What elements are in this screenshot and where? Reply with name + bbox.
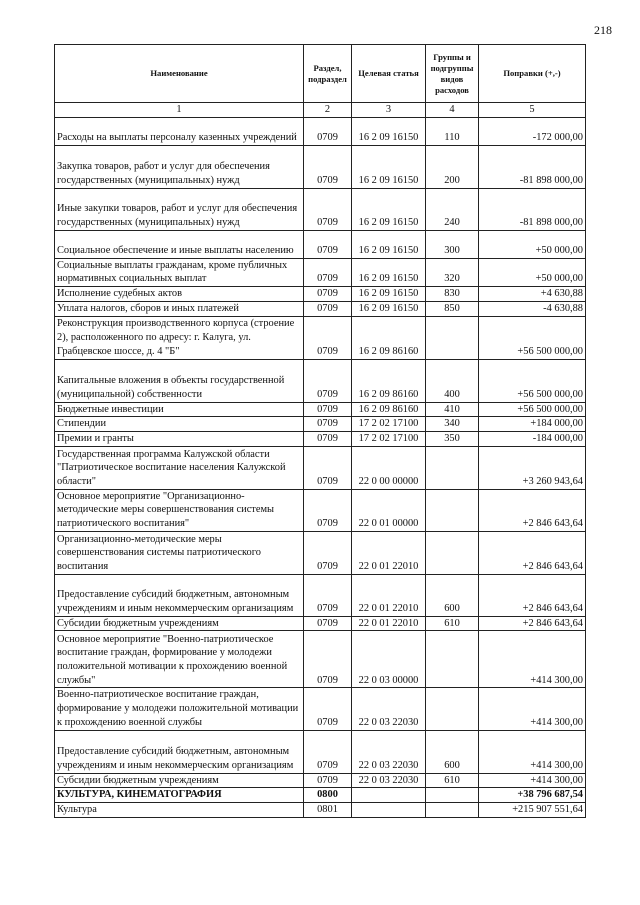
row-name-cell: Предоставление субсидий бюджетным, автономным учреждениям и иным некоммерческим организациям [55,730,304,773]
row-group-cell [426,531,479,574]
row-amount-cell: -172 000,00 [479,117,586,145]
row-section-cell: 0709 [304,616,352,631]
row-group-cell [426,446,479,489]
row-name-cell: Социальные выплаты гражданам, кроме публичных нормативных социальных выплат [55,258,304,286]
row-group-cell: 600 [426,574,479,616]
column-number: 4 [426,103,479,118]
row-target-cell: 22 0 00 00000 [352,446,426,489]
row-group-cell: 850 [426,301,479,316]
row-target-cell [352,802,426,817]
row-amount-cell: -4 630,88 [479,301,586,316]
row-amount-cell: +38 796 687,54 [479,788,586,803]
row-section-cell: 0709 [304,773,352,788]
row-target-cell: 16 2 09 86160 [352,359,426,402]
row-amount-cell: -184 000,00 [479,431,586,446]
table-row [55,230,586,258]
column-number: 1 [55,103,304,118]
row-target-cell: 22 0 03 22030 [352,773,426,788]
row-section-cell: 0709 [304,574,352,616]
row-target-cell: 16 2 09 16150 [352,230,426,258]
row-name-cell: Социальное обеспечение и иные выплаты населению [55,230,304,258]
row-amount-cell: +3 260 943,64 [479,446,586,489]
row-section-cell: 0800 [304,788,352,803]
row-section-cell: 0801 [304,802,352,817]
table-row [55,417,586,432]
row-name-cell: Основное мероприятие "Организационно-методические меры совершенствования системы патриотического воспитания" [55,489,304,531]
table-row [55,489,586,531]
column-number: 2 [304,103,352,118]
column-number: 3 [352,103,426,118]
row-amount-cell: +50 000,00 [479,258,586,286]
row-group-cell: 200 [426,145,479,188]
row-name-cell: Основное мероприятие "Военно-патриотическое воспитание граждан, формирование у молодежи положительной мотивации к прохождению военной службы" [55,631,304,688]
row-section-cell: 0709 [304,117,352,145]
row-name-cell: Стипендии [55,417,304,432]
row-name-cell: Исполнение судебных актов [55,287,304,302]
row-section-cell: 0709 [304,631,352,688]
row-name-cell: Субсидии бюджетным учреждениям [55,616,304,631]
row-group-cell: 350 [426,431,479,446]
row-amount-cell: +414 300,00 [479,730,586,773]
table-row [55,117,586,145]
row-section-cell: 0709 [304,431,352,446]
row-section-cell: 0709 [304,417,352,432]
row-section-cell: 0709 [304,359,352,402]
row-group-cell: 300 [426,230,479,258]
row-amount-cell: +414 300,00 [479,631,586,688]
table-row [55,531,586,574]
row-amount-cell: +56 500 000,00 [479,359,586,402]
table-row [55,616,586,631]
header-target: Целевая статья [352,45,426,103]
row-name-cell: Военно-патриотическое воспитание граждан, формирование у молодежи положительной мотивации к прохождению военной службы [55,688,304,730]
row-group-cell: 400 [426,359,479,402]
row-group-cell [426,688,479,730]
row-target-cell: 22 0 01 00000 [352,489,426,531]
table-header-row [55,45,586,103]
row-section-cell: 0709 [304,258,352,286]
table-row [55,773,586,788]
row-name-cell: Бюджетные инвестиции [55,402,304,417]
row-target-cell: 16 2 09 16150 [352,188,426,230]
row-group-cell: 830 [426,287,479,302]
header-amendments: Поправки (+,-) [479,45,586,103]
header-name: Наименование [55,45,304,103]
row-amount-cell: +2 846 643,64 [479,574,586,616]
row-name-cell: Уплата налогов, сборов и иных платежей [55,301,304,316]
table-row [55,301,586,316]
header-groups: Группы и подгруппы видов расходов [426,45,479,103]
row-amount-cell: +2 846 643,64 [479,531,586,574]
row-amount-cell: +215 907 551,64 [479,802,586,817]
row-target-cell [352,788,426,803]
row-group-cell: 610 [426,616,479,631]
row-amount-cell: +56 500 000,00 [479,316,586,359]
table-row [55,316,586,359]
row-section-cell: 0709 [304,230,352,258]
table-row [55,402,586,417]
row-amount-cell: +414 300,00 [479,773,586,788]
row-target-cell: 16 2 09 16150 [352,258,426,286]
row-amount-cell: +2 846 643,64 [479,489,586,531]
row-amount-cell: +184 000,00 [479,417,586,432]
row-name-cell: Закупка товаров, работ и услуг для обеспечения государственных (муниципальных) нужд [55,145,304,188]
table-row [55,359,586,402]
row-target-cell: 16 2 09 16150 [352,301,426,316]
row-amount-cell: +50 000,00 [479,230,586,258]
row-amount-cell: +414 300,00 [479,688,586,730]
row-group-cell: 320 [426,258,479,286]
row-name-cell: Субсидии бюджетным учреждениям [55,773,304,788]
table-row [55,688,586,730]
row-group-cell [426,316,479,359]
header-section: Раздел, подраздел [304,45,352,103]
row-section-cell: 0709 [304,301,352,316]
table-row [55,631,586,688]
row-group-cell [426,802,479,817]
row-amount-cell: +2 846 643,64 [479,616,586,631]
row-target-cell: 16 2 09 16150 [352,145,426,188]
row-amount-cell: -81 898 000,00 [479,145,586,188]
row-target-cell: 16 2 09 16150 [352,117,426,145]
row-group-cell [426,631,479,688]
row-amount-cell: -81 898 000,00 [479,188,586,230]
page-number: 218 [594,23,612,37]
row-group-cell: 110 [426,117,479,145]
table-row [55,730,586,773]
budget-amendments-table [54,44,586,818]
row-target-cell: 22 0 03 22030 [352,688,426,730]
row-section-cell: 0709 [304,489,352,531]
row-target-cell: 16 2 09 86160 [352,316,426,359]
row-name-cell: Капитальные вложения в объекты государственной (муниципальной) собственности [55,359,304,402]
row-name-cell: Культура [55,802,304,817]
row-group-cell: 340 [426,417,479,432]
row-group-cell: 240 [426,188,479,230]
row-group-cell [426,788,479,803]
row-section-cell: 0709 [304,446,352,489]
column-number-row [55,103,586,118]
row-target-cell: 22 0 01 22010 [352,616,426,631]
table-row [55,788,586,803]
row-name-cell: Иные закупки товаров, работ и услуг для обеспечения государственных (муниципальных) нужд [55,188,304,230]
row-target-cell: 22 0 01 22010 [352,574,426,616]
row-name-cell: Предоставление субсидий бюджетным, автономным учреждениям и иным некоммерческим организациям [55,574,304,616]
row-target-cell: 17 2 02 17100 [352,431,426,446]
row-name-cell: Премии и гранты [55,431,304,446]
row-name-cell: Реконструкция производственного корпуса (строение 2), расположенного по адресу: г. Калуга, ул. Грабцевское шоссе, д. 4 "Б" [55,316,304,359]
row-target-cell: 16 2 09 86160 [352,402,426,417]
table-row [55,258,586,286]
row-target-cell: 16 2 09 16150 [352,287,426,302]
row-target-cell: 17 2 02 17100 [352,417,426,432]
table-row [55,145,586,188]
table-row [55,287,586,302]
row-amount-cell: +4 630,88 [479,287,586,302]
table-body [55,117,586,817]
table-row [55,446,586,489]
row-section-cell: 0709 [304,145,352,188]
column-number: 5 [479,103,586,118]
row-section-cell: 0709 [304,188,352,230]
row-section-cell: 0709 [304,402,352,417]
row-group-cell: 610 [426,773,479,788]
table-row [55,574,586,616]
row-target-cell: 22 0 01 22010 [352,531,426,574]
row-group-cell: 600 [426,730,479,773]
row-name-cell: Государственная программа Калужской области "Патриотическое воспитание населения Калужской области" [55,446,304,489]
row-section-cell: 0709 [304,531,352,574]
table-row [55,188,586,230]
row-target-cell: 22 0 03 22030 [352,730,426,773]
table-row [55,431,586,446]
row-name-cell: Расходы на выплаты персоналу казенных учреждений [55,117,304,145]
row-group-cell [426,489,479,531]
row-name-cell: КУЛЬТУРА, КИНЕМАТОГРАФИЯ [55,788,304,803]
row-group-cell: 410 [426,402,479,417]
row-target-cell: 22 0 03 00000 [352,631,426,688]
table-row [55,802,586,817]
row-section-cell: 0709 [304,287,352,302]
row-amount-cell: +56 500 000,00 [479,402,586,417]
row-section-cell: 0709 [304,688,352,730]
row-section-cell: 0709 [304,316,352,359]
row-name-cell: Организационно-методические меры совершенствования системы патриотического воспитания [55,531,304,574]
row-section-cell: 0709 [304,730,352,773]
